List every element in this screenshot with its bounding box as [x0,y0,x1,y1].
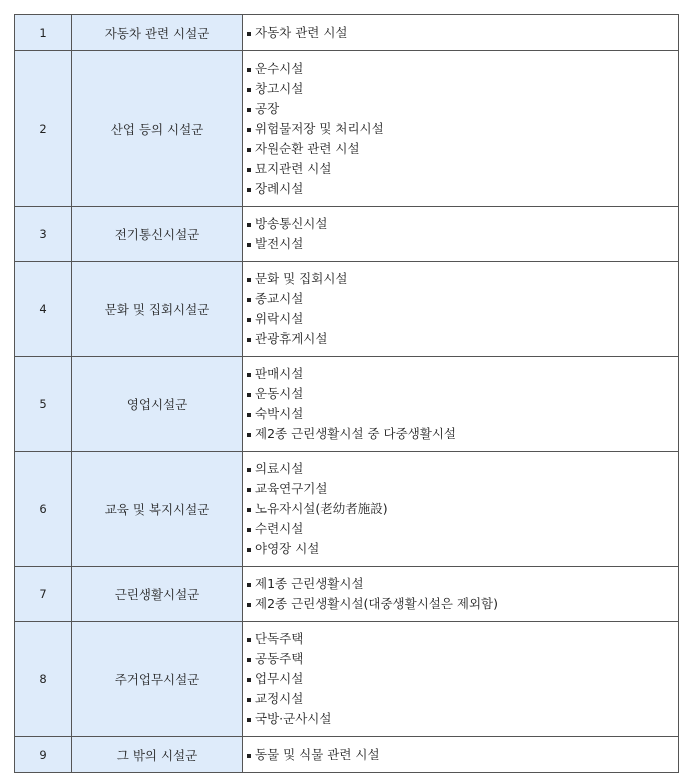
facility-item: 제2종 근린생활시설(대중생활시설은 제외함) [255,596,499,611]
facility-item: 판매시설 [255,366,304,381]
table-row [15,357,679,452]
facility-list-cell [243,567,679,622]
facility-item: 자원순환 관련 시설 [255,140,360,156]
bullet-icon [247,393,251,397]
bullet-icon [247,658,251,662]
bullet-icon [247,678,251,682]
facility-item: 장례시설 [255,180,304,196]
bullet-icon [247,188,251,192]
table-row [15,737,679,773]
facility-list [247,459,678,559]
list-item [247,159,678,179]
facility-group-name: 주거업무시설군 [72,622,243,737]
facility-item: 공동주택 [255,651,304,666]
bullet-icon [247,468,251,472]
list-item [247,539,678,559]
bullet-icon [247,32,251,36]
list-item [247,214,678,234]
list-item [247,689,678,709]
table-row [15,51,679,207]
bullet-icon [247,168,251,172]
list-item [247,119,678,139]
facility-item: 업무시설 [255,671,304,686]
list-item [247,499,678,519]
facility-group-name: 근린생활시설군 [72,567,243,622]
row-number: 7 [15,567,72,622]
facility-item: 단독주택 [255,631,304,646]
facility-list-cell [243,262,679,357]
facility-item: 공장 [255,100,280,116]
list-item [247,574,678,594]
list-item [247,384,678,404]
facility-item: 자동차 관련 시설 [255,24,348,40]
bullet-icon [247,754,251,758]
facility-item: 종교시설 [255,291,304,306]
table-row [15,262,679,357]
bullet-icon [247,583,251,587]
list-item [247,479,678,499]
table-row [15,207,679,262]
bullet-icon [247,128,251,132]
row-number: 5 [15,357,72,452]
bullet-icon [247,433,251,437]
facility-item: 제1종 근린생활시설 [255,576,364,591]
facility-list-cell [243,452,679,567]
bullet-icon [247,413,251,417]
list-item [247,519,678,539]
list-item [247,234,678,254]
facility-item: 교정시설 [255,691,304,706]
table-row [15,15,679,51]
facility-item: 의료시설 [255,461,304,476]
facility-item: 문화 및 집회시설 [255,271,348,286]
list-item [247,23,678,43]
facility-group-name: 영업시설군 [72,357,243,452]
list-item [247,59,678,79]
bullet-icon [247,528,251,532]
row-number: 4 [15,262,72,357]
facility-item: 제2종 근린생활시설 중 다중생활시설 [255,426,456,441]
facility-list-cell [243,207,679,262]
bullet-icon [247,638,251,642]
bullet-icon [247,338,251,342]
list-item [247,329,678,349]
bullet-icon [247,278,251,282]
facility-list [247,629,678,729]
list-item [247,459,678,479]
list-item [247,79,678,99]
bullet-icon [247,148,251,152]
facility-group-name: 전기통신시설군 [72,207,243,262]
list-item [247,594,678,614]
facility-list-cell [243,622,679,737]
list-item [247,289,678,309]
table-body [15,15,679,773]
bullet-icon [247,718,251,722]
bullet-icon [247,223,251,227]
bullet-icon [247,603,251,607]
bullet-icon [247,508,251,512]
facility-item: 운수시설 [255,60,304,76]
facility-item: 창고시설 [255,80,304,96]
facility-list-cell [243,357,679,452]
facility-item: 위험물저장 및 처리시설 [255,120,384,136]
facility-item: 위락시설 [255,311,304,326]
facility-group-table [14,14,679,773]
list-item [247,669,678,689]
row-number: 6 [15,452,72,567]
table-row [15,622,679,737]
list-item [247,629,678,649]
facility-group-name: 자동차 관련 시설군 [72,15,243,51]
list-item [247,649,678,669]
facility-list [247,214,678,254]
list-item [247,309,678,329]
bullet-icon [247,548,251,552]
facility-item: 교육연구기설 [255,481,328,496]
list-item [247,179,678,199]
facility-item: 국방·군사시설 [255,711,332,726]
facility-item: 발전시설 [255,236,304,251]
list-item [247,745,678,765]
bullet-icon [247,68,251,72]
row-number: 3 [15,207,72,262]
list-item [247,424,678,444]
facility-list-cell [243,51,679,207]
bullet-icon [247,318,251,322]
facility-list [247,745,678,765]
facility-list-cell [243,737,679,773]
table-row [15,567,679,622]
row-number: 8 [15,622,72,737]
list-item [247,269,678,289]
facility-list [247,574,678,614]
list-item [247,99,678,119]
facility-item: 운동시설 [255,386,304,401]
table-row [15,452,679,567]
facility-list [247,364,678,444]
bullet-icon [247,298,251,302]
facility-item: 관광휴게시설 [255,331,328,346]
facility-list [247,59,678,199]
list-item [247,709,678,729]
list-item [247,404,678,424]
facility-group-name: 교육 및 복지시설군 [72,452,243,567]
list-item [247,364,678,384]
bullet-icon [247,488,251,492]
facility-group-name: 그 밖의 시설군 [72,737,243,773]
facility-item: 야영장 시설 [255,541,320,556]
facility-list [247,23,678,43]
facility-item: 묘지관련 시설 [255,160,332,176]
facility-list [247,269,678,349]
list-item [247,139,678,159]
facility-group-name: 문화 및 집회시설군 [72,262,243,357]
facility-item: 동물 및 식물 관련 시설 [255,746,380,762]
bullet-icon [247,698,251,702]
row-number: 9 [15,737,72,773]
facility-item: 노유자시설(老幼者施設) [255,501,388,516]
bullet-icon [247,108,251,112]
facility-group-name: 산업 등의 시설군 [72,51,243,207]
facility-item: 방송통신시설 [255,216,328,231]
bullet-icon [247,88,251,92]
row-number: 2 [15,51,72,207]
bullet-icon [247,373,251,377]
facility-item: 숙박시설 [255,406,304,421]
facility-list-cell [243,15,679,51]
facility-item: 수련시설 [255,521,304,536]
row-number: 1 [15,15,72,51]
bullet-icon [247,243,251,247]
